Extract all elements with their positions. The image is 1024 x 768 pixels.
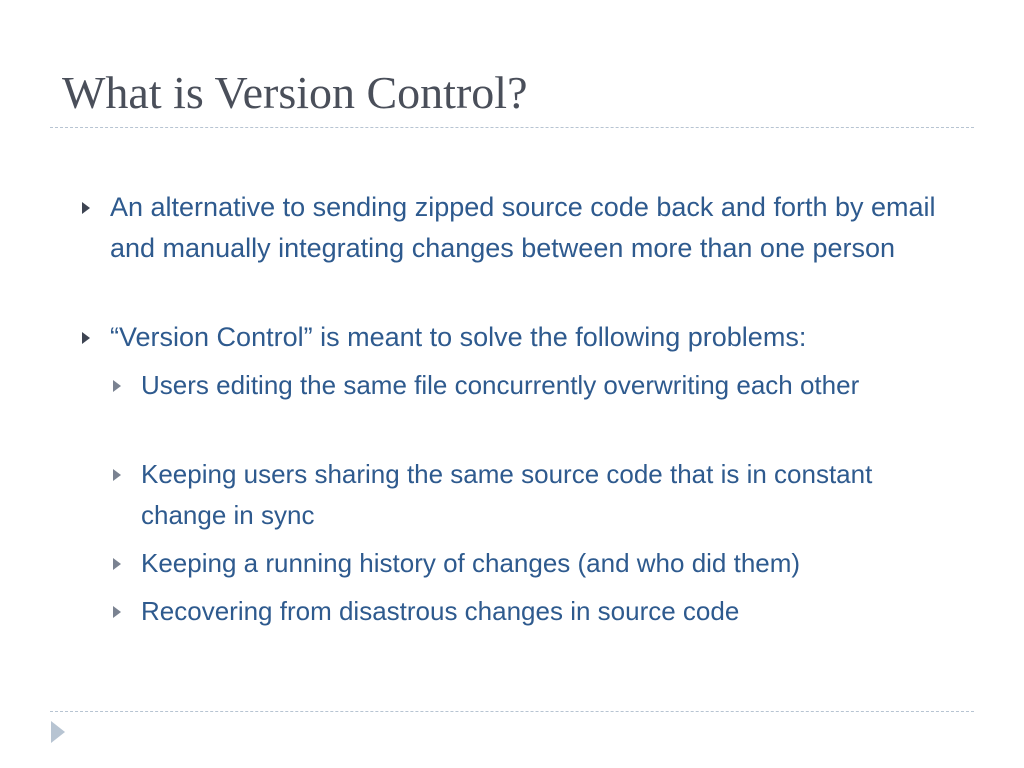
bullet-item [110,187,960,269]
sub-bullet-triangle-icon [113,606,121,618]
bullet-triangle-icon [82,332,90,344]
slide-title: What is Version Control? [62,67,528,118]
footer-triangle-icon [51,721,65,743]
footer-divider [50,711,974,712]
sub-bullet-item [141,454,961,536]
bullet-text: “Version Control” is meant to solve the following problems: [110,322,807,352]
bullet-triangle-icon [82,202,90,214]
sub-bullet-triangle-icon [113,469,121,481]
sub-bullet-item [141,365,961,406]
bullet-item [110,317,960,358]
sub-bullet-text: Users editing the same file concurrently overwriting each other [141,370,860,400]
sub-bullet-item [141,591,961,632]
bullet-text: An alternative to sending zipped source code back and forth by email and manually integrating changes between more than one person [110,192,936,263]
sub-bullet-text: Keeping a running history of changes (and who did them) [141,548,801,578]
sub-bullet-item [141,543,961,584]
sub-bullet-text: Keeping users sharing the same source code that is in constant change in sync [141,459,873,530]
sub-bullet-triangle-icon [113,380,121,392]
sub-bullet-text: Recovering from disastrous changes in source code [141,596,740,626]
sub-bullet-triangle-icon [113,558,121,570]
